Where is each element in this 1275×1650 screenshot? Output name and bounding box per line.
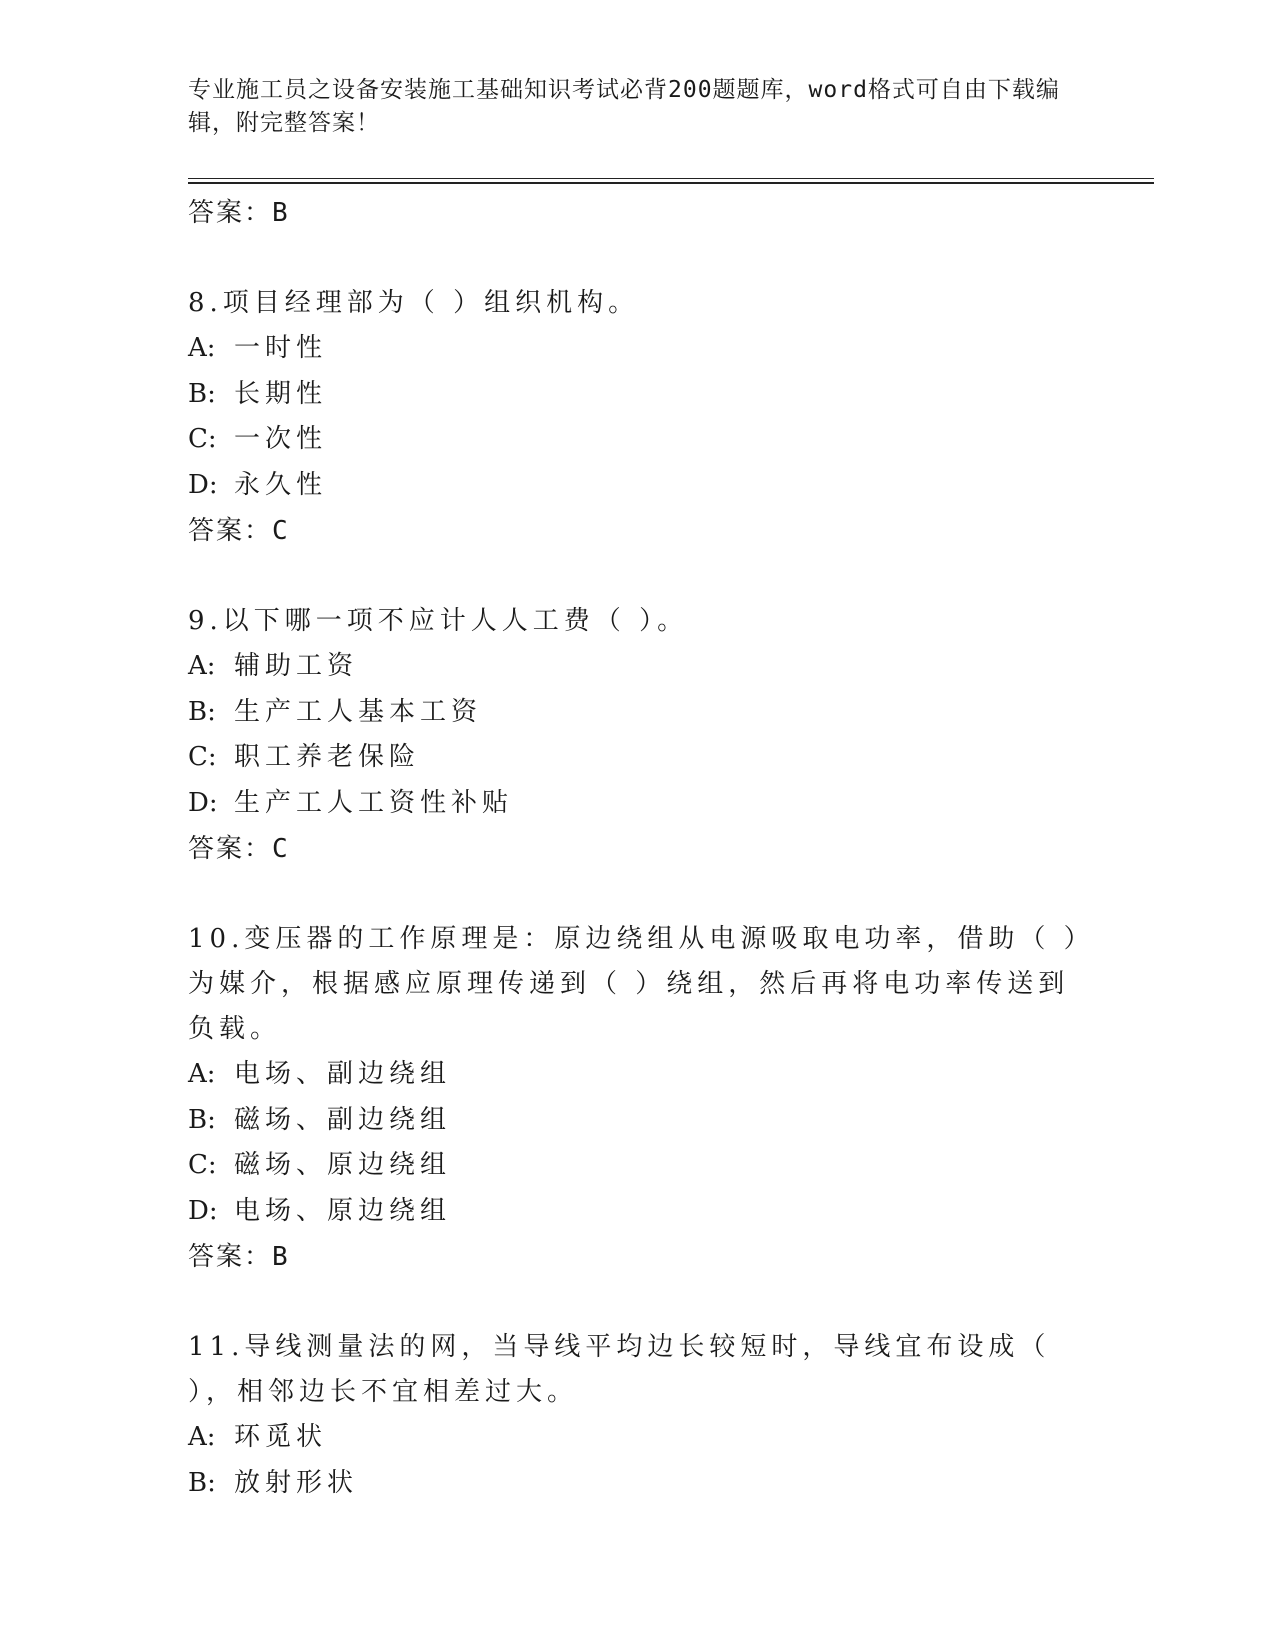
answer-label: 答案： xyxy=(188,1242,273,1272)
answer-line xyxy=(188,190,1088,236)
question-item xyxy=(188,1325,1088,1506)
option-d xyxy=(188,1189,1088,1235)
option-b xyxy=(188,1461,1088,1507)
option-c xyxy=(188,1143,1088,1189)
option-text: 长期性 xyxy=(234,378,328,409)
answer-value: C xyxy=(272,834,288,864)
option-letter: A: xyxy=(188,1059,216,1089)
option-text: 生产工人基本工资 xyxy=(234,696,483,727)
option-text: 生产工人工资性补贴 xyxy=(234,787,514,818)
option-a xyxy=(188,1415,1088,1461)
option-d xyxy=(188,781,1088,827)
option-letter: A: xyxy=(188,651,216,681)
question-text: 9.以下哪一项不应计人人工费（ ）。 xyxy=(188,606,689,636)
answer-line xyxy=(188,1234,1088,1280)
option-letter: C: xyxy=(188,1150,217,1180)
question-item xyxy=(188,599,1088,872)
answer-label: 答案： xyxy=(188,834,273,864)
option-c xyxy=(188,417,1088,463)
option-text: 放射形状 xyxy=(234,1467,359,1498)
option-letter: B: xyxy=(188,1467,216,1498)
question-item xyxy=(188,917,1088,1280)
option-letter: C: xyxy=(188,742,217,772)
answer-value: B xyxy=(272,198,288,228)
answer-label: 答案： xyxy=(188,516,273,546)
answer-label: 答案： xyxy=(188,198,273,228)
option-letter: D: xyxy=(188,1195,218,1226)
option-d xyxy=(188,463,1088,509)
page-header-title: 专业施工员之设备安装施工基础知识考试必背200题题库，word格式可自由下载编辑，附完整答案！ xyxy=(188,77,1060,136)
option-letter: D: xyxy=(188,787,218,818)
option-letter: D: xyxy=(188,469,218,500)
question-text: 11.导线测量法的网，当导线平均边长较短时，导线宜布设成（ ），相邻边长不宜相差过大。 xyxy=(188,1332,1051,1407)
option-letter: C: xyxy=(188,424,217,454)
option-text: 一次性 xyxy=(234,424,328,454)
question-text: 10.变压器的工作原理是：原边绕组从电源吸取电功率，借助（ ）为媒介，根据感应原理传递到（ ）绕组，然后再将电功率传送到负载。 xyxy=(188,924,1082,1044)
option-a xyxy=(188,644,1088,690)
option-b xyxy=(188,1098,1088,1144)
option-text: 职工养老保险 xyxy=(234,742,421,772)
option-text: 永久性 xyxy=(234,469,328,500)
option-letter: B: xyxy=(188,378,216,409)
option-c xyxy=(188,735,1088,781)
question-item xyxy=(188,281,1088,554)
option-letter: B: xyxy=(188,1104,216,1135)
option-a xyxy=(188,1052,1088,1098)
option-text: 辅助工资 xyxy=(234,651,359,681)
option-letter: B: xyxy=(188,696,216,727)
option-b xyxy=(188,690,1088,736)
answer-value: C xyxy=(272,516,288,546)
answer-value: B xyxy=(272,1242,288,1272)
option-text: 磁场、原边绕组 xyxy=(234,1150,452,1180)
answer-line xyxy=(188,508,1088,554)
option-text: 一时性 xyxy=(234,333,328,363)
question-list xyxy=(188,190,1088,1506)
question-text: 8.项目经理部为（ ）组织机构。 xyxy=(188,288,640,318)
header-divider-thin xyxy=(188,178,1154,179)
option-a xyxy=(188,326,1088,372)
option-letter: A: xyxy=(188,1422,216,1452)
option-b xyxy=(188,372,1088,418)
option-text: 电场、原边绕组 xyxy=(234,1195,452,1226)
answer-line xyxy=(188,826,1088,872)
option-letter: A: xyxy=(188,333,216,363)
option-text: 环觅状 xyxy=(234,1422,328,1452)
header-divider-thick xyxy=(188,182,1154,184)
option-text: 电场、副边绕组 xyxy=(234,1059,452,1089)
option-text: 磁场、副边绕组 xyxy=(234,1104,452,1135)
